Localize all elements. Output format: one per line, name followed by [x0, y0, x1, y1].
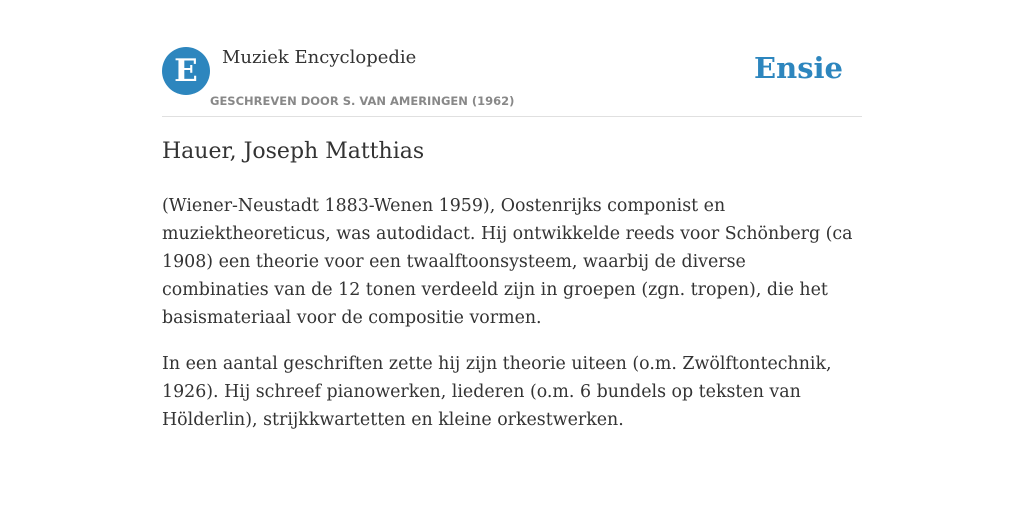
- ensie-brand-logo[interactable]: Ensie: [754, 51, 843, 85]
- author-line: GESCHREVEN DOOR S. VAN AMERINGEN (1962): [210, 94, 515, 108]
- header: [162, 44, 862, 117]
- article-paragraph: (Wiener-Neustadt 1883-Wenen 1959), Oostenrijks componist en muziektheoreticus, was autodidact. Hij ontwikkelde reeds voor Schönberg (ca 1908) een theorie voor een twaalftoonsysteem, waarbij de diverse combinaties van de 12 tonen verdeeld zijn in groepen (zgn. tropen), die het basismateriaal voor de compositie vormen.: [162, 196, 853, 328]
- article-paragraph: In een aantal geschriften zette hij zijn theorie uiteen (o.m. Zwölftontechnik, 1926). Hij schreef pianowerken, liederen (o.m. 6 bundels op teksten van Hölderlin), strijkkwartetten en kleine orkestwerken.: [162, 354, 832, 430]
- encyclopedia-logo[interactable]: E: [162, 47, 210, 95]
- article-title: Hauer, Joseph Matthias: [162, 139, 425, 164]
- article-body: [162, 192, 858, 452]
- encyclopedia-name-link[interactable]: Muziek Encyclopedie: [222, 47, 417, 68]
